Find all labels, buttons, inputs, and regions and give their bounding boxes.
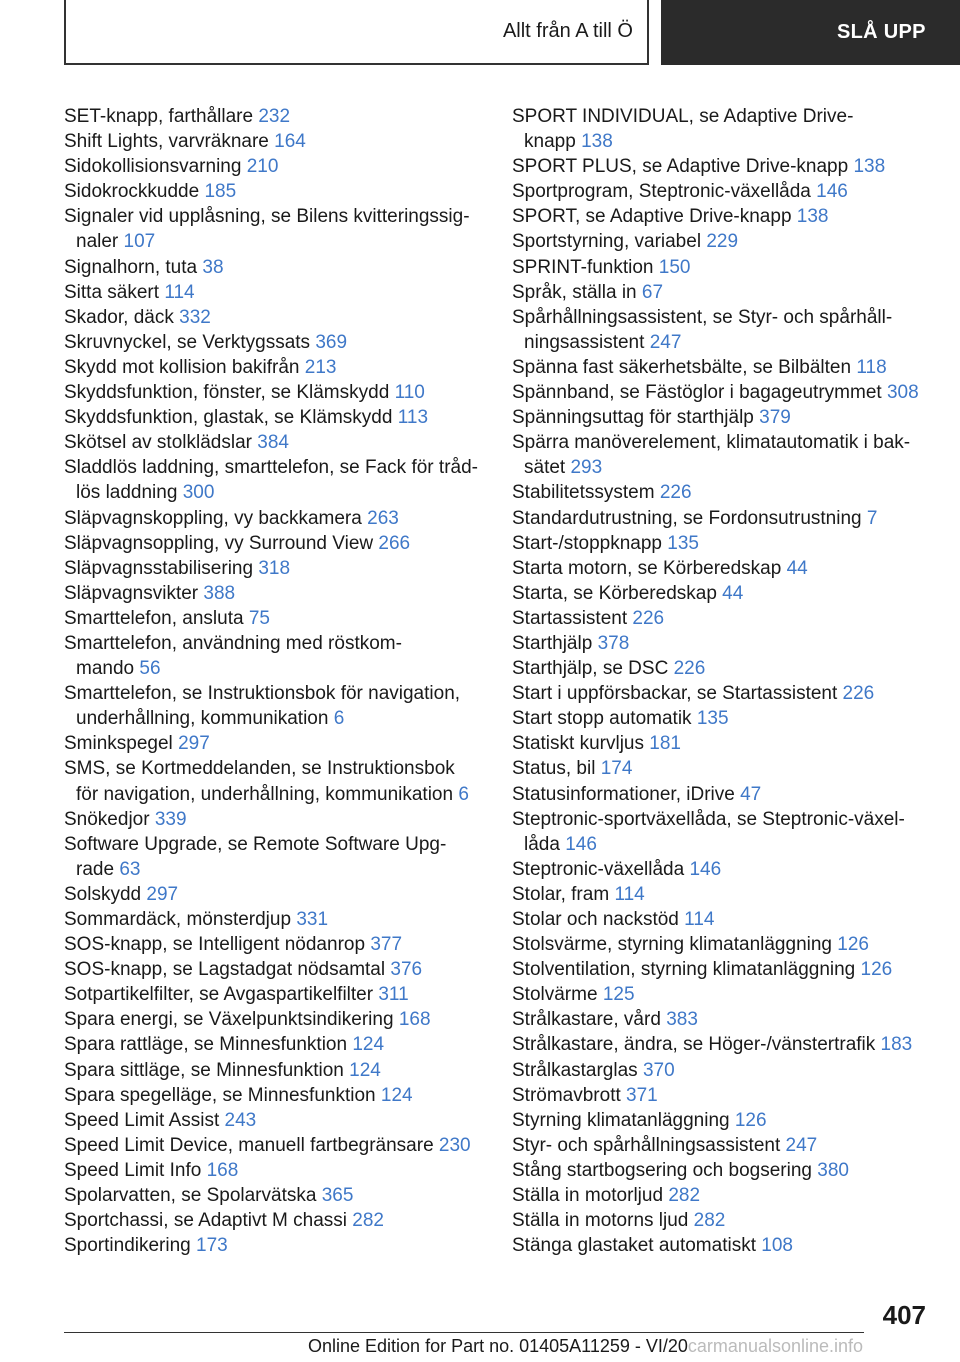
entry-text: Släpvagnsoppling, vy Surround View — [64, 532, 374, 554]
index-entry — [64, 506, 494, 531]
index-entry — [64, 907, 494, 932]
entry-text: Strålkastarglas — [512, 1059, 638, 1081]
page-link[interactable]: 126 — [837, 934, 869, 956]
page-link[interactable]: 114 — [164, 281, 195, 303]
index-entry — [64, 832, 494, 857]
page-link[interactable]: 173 — [196, 1235, 228, 1257]
entry-text: Sommardäck, mönsterdjup — [64, 909, 292, 930]
edition-text: Online Edition for Part no. 01405A11259 - VI/20 — [308, 1336, 688, 1356]
index-entry-continuation — [64, 706, 494, 731]
entry-text: Startassistent — [512, 607, 628, 629]
index-entry — [512, 506, 942, 531]
index-entry — [64, 355, 494, 380]
index-entry — [64, 807, 494, 832]
index-entry — [64, 179, 494, 204]
entry-text: Spara energi, se Växelpunktsindikering — [64, 1009, 394, 1031]
page-link[interactable]: 282 — [668, 1185, 701, 1207]
page-link[interactable]: 38 — [202, 256, 224, 278]
index-entry — [64, 154, 494, 179]
index-entry — [512, 1208, 942, 1233]
page-link[interactable]: 331 — [296, 909, 329, 930]
index-entry — [64, 1108, 494, 1133]
entry-text: Skruvnyckel, se Verktygssats — [64, 331, 311, 353]
index-entry — [64, 129, 494, 154]
entry-text: Sminkspegel — [64, 733, 173, 755]
page-link[interactable]: 118 — [856, 356, 887, 378]
page-link[interactable]: 383 — [666, 1009, 698, 1031]
entry-text: Sportstyrning, variabel — [512, 231, 702, 253]
page-link[interactable]: 263 — [367, 507, 399, 529]
entry-text: Skötsel av stolklädslar — [64, 432, 252, 454]
page-link[interactable]: 126 — [734, 1109, 767, 1131]
index-entry — [512, 756, 942, 781]
page-link[interactable]: 210 — [246, 156, 279, 178]
index-entry — [64, 581, 494, 606]
index-entry — [64, 1083, 494, 1108]
index-entry-continuation — [512, 455, 942, 480]
index-entry — [64, 1058, 494, 1083]
page-link[interactable]: 126 — [860, 959, 893, 981]
index-entry — [512, 857, 942, 882]
index-entry — [64, 556, 494, 581]
page-link[interactable]: 388 — [203, 582, 236, 604]
entry-text: Sladdlös laddning, smarttelefon, se Fack för tråd- — [64, 457, 478, 479]
entry-text: Spärra manöverelement, klimatautomatik i bak- — [512, 432, 911, 454]
page-link[interactable]: 174 — [600, 758, 633, 780]
page-link[interactable]: 146 — [689, 858, 722, 880]
entry-text: Sportchassi, se Adaptivt M chassi — [64, 1210, 348, 1232]
entry-text: Stolvärme — [512, 984, 598, 1006]
index-entry — [512, 982, 942, 1007]
entry-text: Strålkastare, vård — [512, 1009, 661, 1031]
index-entry — [512, 606, 942, 631]
page-link[interactable]: 293 — [570, 457, 603, 479]
page-link[interactable]: 146 — [816, 181, 848, 203]
entry-text: Solskydd — [64, 883, 142, 905]
index-entry — [64, 1233, 494, 1258]
page-link[interactable]: 114 — [614, 883, 645, 905]
index-entry — [64, 681, 494, 706]
page-link[interactable]: 7 — [866, 507, 878, 529]
index-entry — [512, 380, 942, 405]
entry-text: ningsassistent — [524, 331, 645, 353]
entry-text: Stolsvärme, styrning klimatanläggning — [512, 934, 832, 956]
entry-text: Shift Lights, varvräknare — [64, 131, 269, 153]
index-entry — [512, 255, 942, 280]
entry-text: lös laddning — [76, 482, 178, 504]
index-entry — [64, 280, 494, 305]
index-entry-continuation — [64, 782, 494, 807]
entry-text: Skyddsfunktion, fönster, se Klämskydd — [64, 382, 390, 404]
page-link[interactable]: 377 — [370, 934, 403, 956]
entry-text: Speed Limit Device, manuell fartbegränsare — [64, 1134, 434, 1156]
page-link[interactable]: 369 — [315, 331, 348, 353]
entry-text: SPRINT-funktion — [512, 256, 654, 278]
index-entry — [64, 606, 494, 631]
index-entry-continuation — [512, 330, 942, 355]
index-entry — [64, 380, 494, 405]
page-link[interactable]: 266 — [378, 532, 411, 554]
entry-text: SPORT INDIVIDUAL, se Adaptive Drive- — [512, 106, 854, 127]
index-entry — [64, 104, 494, 129]
index-entry — [512, 480, 942, 505]
index-entry — [64, 455, 494, 480]
index-entry — [64, 1208, 494, 1233]
page-link[interactable]: 47 — [740, 783, 762, 805]
index-entry — [64, 1007, 494, 1032]
index-entry — [512, 1183, 942, 1208]
entry-text: sätet — [524, 457, 566, 479]
index-entry — [512, 631, 942, 656]
index-entry — [512, 782, 942, 807]
page-link[interactable]: 135 — [667, 532, 699, 554]
page-link[interactable]: 146 — [565, 833, 597, 855]
entry-text: Stolar, fram — [512, 883, 610, 905]
index-entry — [512, 1032, 942, 1057]
page-link[interactable]: 243 — [224, 1109, 257, 1131]
page-link[interactable]: 230 — [438, 1134, 471, 1156]
entry-text: Status, bil — [512, 758, 596, 780]
index-entry — [64, 957, 494, 982]
index-entry — [512, 1058, 942, 1083]
entry-text: Stänga glastaket automatiskt — [512, 1235, 756, 1257]
index-entry — [64, 204, 494, 229]
entry-text: Starthjälp, se DSC — [512, 658, 669, 680]
entry-text: Spara rattläge, se Minnesfunktion — [64, 1034, 348, 1056]
page-link[interactable]: 124 — [352, 1034, 385, 1056]
index-entry — [512, 531, 942, 556]
entry-text: Släpvagnsvikter — [64, 582, 199, 604]
entry-text: Spara sittläge, se Minnesfunktion — [64, 1059, 344, 1081]
entry-text: Signaler vid upplåsning, se Bilens kvitteringssig- — [64, 206, 470, 228]
tab-look-up[interactable]: SLÅ UPP — [661, 0, 960, 65]
page-link[interactable]: 44 — [722, 582, 744, 604]
entry-text: Sportprogram, Steptronic-växellåda — [512, 181, 811, 203]
index-entry — [512, 430, 942, 455]
index-entry — [64, 305, 494, 330]
entry-text: SPORT PLUS, se Adaptive Drive-knapp — [512, 156, 849, 178]
entry-text: Starta, se Körberedskap — [512, 582, 717, 604]
entry-text: SPORT, se Adaptive Drive-knapp — [512, 206, 792, 228]
entry-text: Spänningsuttag för starthjälp — [512, 407, 754, 429]
page-link[interactable]: 6 — [458, 783, 469, 805]
page-link[interactable]: 370 — [642, 1059, 675, 1081]
index-entry — [64, 330, 494, 355]
page-link[interactable]: 185 — [204, 181, 237, 203]
entry-text: Smarttelefon, användning med röstkom- — [64, 632, 402, 654]
page-link[interactable]: 138 — [581, 131, 613, 153]
entry-text: Släpvagnskoppling, vy backkamera — [64, 507, 362, 529]
page-link[interactable]: 300 — [182, 482, 215, 504]
page-link[interactable]: 282 — [352, 1210, 384, 1232]
page-link[interactable]: 63 — [119, 858, 141, 880]
page-link[interactable]: 311 — [378, 984, 409, 1006]
index-entry — [512, 957, 942, 982]
index-entry — [512, 556, 942, 581]
entry-text: Stolar och nackstöd — [512, 909, 679, 930]
index-column-left — [64, 104, 494, 1258]
index-entry — [512, 882, 942, 907]
page-link[interactable]: 318 — [258, 557, 291, 579]
index-entry — [64, 882, 494, 907]
tab-a-to-z[interactable]: Allt från A till Ö — [64, 0, 649, 65]
index-entry — [512, 179, 942, 204]
entry-text: Spännband, se Fästöglor i bagageutrymmet — [512, 382, 882, 404]
index-entry — [64, 1032, 494, 1057]
entry-text: Sportindikering — [64, 1235, 191, 1257]
index-entry — [64, 255, 494, 280]
header-tabs — [64, 0, 960, 65]
page-link[interactable]: 247 — [785, 1134, 818, 1156]
entry-text: Sotpartikelfilter, se Avgaspartikelfilter — [64, 984, 374, 1006]
entry-text: Stolventilation, styrning klimatanläggning — [512, 959, 856, 981]
entry-text: Steptronic-växellåda — [512, 858, 685, 880]
entry-text: mando — [76, 658, 135, 680]
entry-text: Smarttelefon, ansluta — [64, 607, 244, 629]
page-link[interactable]: 138 — [796, 206, 829, 228]
index-entry-continuation — [64, 857, 494, 882]
watermark: carmanualsonline.info — [687, 1336, 864, 1356]
page-link[interactable]: 125 — [602, 984, 635, 1006]
entry-text: låda — [524, 833, 560, 855]
page-link[interactable]: 380 — [817, 1159, 849, 1181]
entry-text: knapp — [524, 131, 576, 153]
page-link[interactable]: 226 — [659, 482, 692, 504]
page-link[interactable]: 110 — [394, 382, 425, 404]
entry-text: Skador, däck — [64, 306, 174, 328]
page-link[interactable]: 332 — [179, 306, 211, 328]
index-entry — [512, 305, 942, 330]
index-entry — [64, 531, 494, 556]
entry-text: Styrning klimatanläggning — [512, 1109, 730, 1131]
page-link[interactable]: 247 — [649, 331, 682, 353]
page-link[interactable]: 168 — [206, 1159, 239, 1181]
entry-text: Starta motorn, se Körberedskap — [512, 557, 782, 579]
page-link[interactable]: 365 — [321, 1185, 354, 1207]
index-entry — [64, 756, 494, 781]
entry-text: Spolarvatten, se Spolarvätska — [64, 1185, 317, 1207]
page-link[interactable]: 67 — [641, 281, 664, 303]
index-entry — [64, 1158, 494, 1183]
page-link[interactable]: 124 — [380, 1084, 413, 1106]
page-link[interactable]: 229 — [706, 231, 739, 253]
entry-text: Stabilitetssystem — [512, 482, 655, 504]
page-link[interactable]: 75 — [248, 607, 270, 629]
page-link[interactable]: 226 — [632, 607, 665, 629]
entry-text: Stång startbogsering och bogsering — [512, 1159, 812, 1181]
page-link[interactable]: 297 — [178, 733, 210, 755]
index-entry — [512, 280, 942, 305]
page-link[interactable]: 297 — [146, 883, 179, 905]
index-entry — [512, 104, 942, 129]
entry-text: Standardutrustning, se Fordonsutrustning — [512, 507, 862, 529]
entry-text: Speed Limit Assist — [64, 1109, 220, 1131]
page-link[interactable]: 339 — [154, 808, 187, 830]
index-entry — [512, 1083, 942, 1108]
entry-text: rade — [76, 858, 115, 880]
index-entry — [64, 731, 494, 756]
footer-edition — [308, 1336, 863, 1357]
index-entry — [512, 405, 942, 430]
entry-text: Släpvagnsstabilisering — [64, 557, 254, 579]
page-link[interactable]: 384 — [257, 432, 289, 454]
entry-text: Sidokrockkudde — [64, 181, 200, 203]
index-entry — [512, 907, 942, 932]
page-link[interactable]: 308 — [886, 382, 919, 404]
index-entry — [64, 1183, 494, 1208]
page-link[interactable]: 379 — [759, 407, 791, 429]
entry-text: Skyddsfunktion, glastak, se Klämskydd — [64, 407, 393, 429]
index-entry — [512, 1233, 942, 1258]
index-entry — [512, 1133, 942, 1158]
index-column-right — [512, 104, 942, 1258]
page-link[interactable]: 113 — [397, 407, 429, 429]
index-entry — [512, 731, 942, 756]
index-entry — [512, 229, 942, 254]
entry-text: Snökedjor — [64, 808, 150, 830]
page-link[interactable]: 376 — [390, 959, 423, 981]
page-link[interactable]: 168 — [398, 1009, 431, 1031]
page-link[interactable]: 138 — [853, 156, 886, 178]
index-entry — [512, 1158, 942, 1183]
page-link[interactable]: 164 — [274, 131, 306, 153]
index-entry — [512, 1007, 942, 1032]
entry-text: Skydd mot kollision bakifrån — [64, 356, 300, 378]
entry-text: Sidokollisionsvarning — [64, 156, 242, 178]
index-entry — [512, 932, 942, 957]
entry-text: Start-/stoppknapp — [512, 532, 662, 554]
page-link[interactable]: 183 — [880, 1034, 913, 1056]
index-entry — [64, 631, 494, 656]
entry-text: för navigation, underhållning, kommunikation — [76, 783, 454, 805]
entry-text: Start stopp automatik — [512, 708, 692, 730]
entry-text: SOS-knapp, se Lagstadgat nödsamtal — [64, 959, 386, 981]
index-entry — [64, 430, 494, 455]
index-entry — [512, 656, 942, 681]
entry-text: Steptronic-sportväxellåda, se Steptronic-växel- — [512, 808, 905, 830]
entry-text: underhållning, kommunikation — [76, 708, 329, 730]
entry-text: Start i uppförsbackar, se Startassistent — [512, 683, 838, 705]
entry-text: Starthjälp — [512, 632, 593, 654]
footer-divider — [64, 1332, 864, 1333]
index-entry — [64, 405, 494, 430]
entry-text: Sitta säkert — [64, 281, 160, 303]
index-entry — [512, 807, 942, 832]
page-link[interactable]: 226 — [673, 658, 706, 680]
entry-text: Språk, ställa in — [512, 281, 637, 303]
entry-text: Ställa in motorns ljud — [512, 1210, 689, 1232]
entry-text: Ställa in motorljud — [512, 1185, 664, 1207]
entry-text: Statusinformationer, iDrive — [512, 783, 735, 805]
index-entry — [512, 706, 942, 731]
page-link[interactable]: 371 — [626, 1084, 658, 1106]
entry-text: Signalhorn, tuta — [64, 256, 198, 278]
entry-text: Speed Limit Info — [64, 1159, 202, 1181]
page-number: 407 — [882, 1300, 926, 1330]
index-entry-continuation — [512, 832, 942, 857]
page-link[interactable]: 108 — [761, 1235, 793, 1257]
page-link[interactable]: 44 — [786, 557, 808, 579]
index-entry — [512, 581, 942, 606]
entry-text: SOS-knapp, se Intelligent nödanrop — [64, 934, 366, 956]
entry-text: Smarttelefon, se Instruktionsbok för navigation, — [64, 683, 461, 705]
index-entry-continuation — [64, 229, 494, 254]
entry-text: Styr- och spårhållningsassistent — [512, 1134, 781, 1156]
index-entry — [64, 982, 494, 1007]
page-link[interactable]: 150 — [658, 256, 691, 278]
entry-text: SMS, se Kortmeddelanden, se Instruktionsbok — [64, 758, 455, 780]
entry-text: Strålkastare, ändra, se Höger-/vänstertrafik — [512, 1034, 876, 1056]
page-link[interactable]: 282 — [693, 1210, 726, 1232]
entry-text: Spårhållningsassistent, se Styr- och spårhåll- — [512, 306, 893, 328]
page-link[interactable]: 226 — [842, 683, 875, 705]
entry-text: Spänna fast säkerhetsbälte, se Bilbälten — [512, 356, 852, 378]
index-entry — [64, 1133, 494, 1158]
index-entry — [512, 154, 942, 179]
index-entry — [512, 355, 942, 380]
page-link[interactable]: 56 — [139, 658, 161, 680]
entry-text: Spara spegelläge, se Minnesfunktion — [64, 1084, 376, 1106]
entry-text: SET-knapp, farthållare — [64, 106, 254, 127]
entry-text: Strömavbrott — [512, 1084, 621, 1106]
index-entry-continuation — [64, 656, 494, 681]
page-link[interactable]: 114 — [684, 909, 715, 930]
page-link[interactable]: 213 — [304, 356, 337, 378]
page-link[interactable]: 378 — [597, 632, 630, 654]
page-link[interactable]: 107 — [123, 231, 156, 253]
entry-text: Statiskt kurvljus — [512, 733, 644, 755]
entry-text: Software Upgrade, se Remote Software Upg- — [64, 833, 447, 855]
index-entry-continuation — [512, 129, 942, 154]
page-link[interactable]: 135 — [696, 708, 729, 730]
index-entry — [64, 932, 494, 957]
index-entry — [512, 681, 942, 706]
index-entry-continuation — [64, 480, 494, 505]
index-entry — [512, 1108, 942, 1133]
entry-text: naler — [76, 231, 119, 253]
page-link[interactable]: 124 — [349, 1059, 381, 1081]
page-link[interactable]: 6 — [333, 708, 345, 730]
page-link[interactable]: 232 — [258, 106, 291, 127]
page-link[interactable]: 181 — [649, 733, 681, 755]
index-entry — [512, 204, 942, 229]
